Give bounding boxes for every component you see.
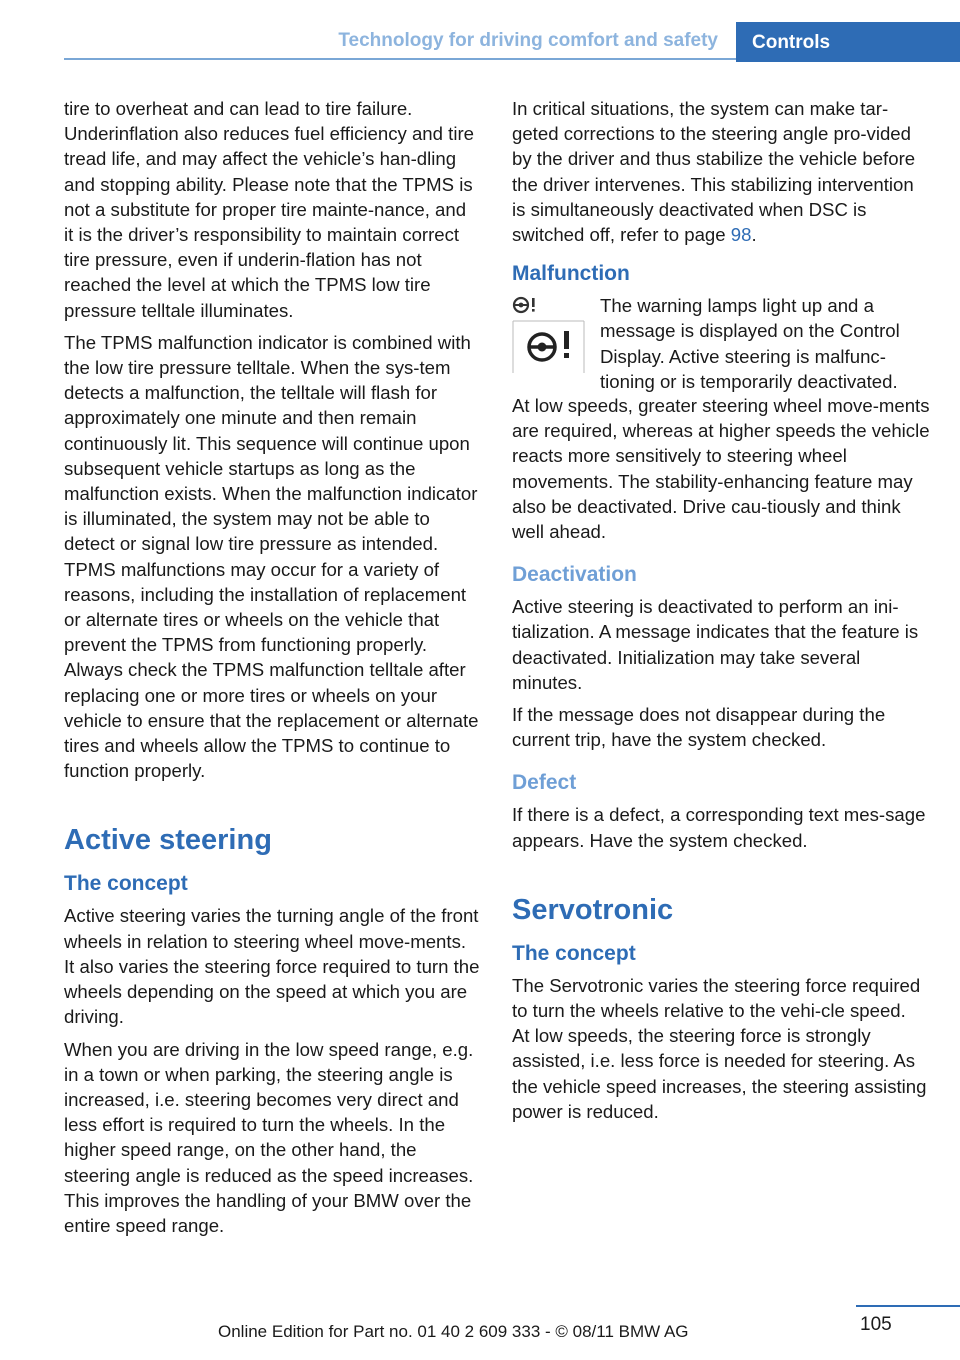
critical-situations-paragraph: In critical situations, the system can make tar-geted corrections to the steering angle pro-vided by the driver and thus stabilize the vehicle before the driver intervenes. This stabilizing intervention is simultaneously deactivated when DSC is switched off, refer to page 98. xyxy=(512,98,916,246)
deactivation-heading: Deactivation xyxy=(512,563,637,587)
tpms-paragraph-2: The TPMS malfunction indicator is combined with the low tire pressure telltale. When the sys-tem detects a malfunction, the telltale will flash for approximately one minute and then remain continuously lit. This sequence will continue upon subsequent vehicle startups as long as the malfunction exists. When the malfunction indicator is illuminated, the system may not be able to detect or signal low tire pressure as intended. TPMS malfunctions may occur for a variety of reasons, including the installation of replacement or alternate tires or wheels on the vehicle that prevent the TPMS from functioning properly. Always check the TPMS malfunction telltale after replacing one or more tires or wheels on your vehicle to ensure that the replacement or alternate tires and wheels allow the TPMS to continue to function properly. xyxy=(64,331,479,782)
deactivation-paragraph-1: Active steering is deactivated to perform an ini-tialization. A message indicates that the feature is deactivated. Initialization may take several minutes. xyxy=(512,596,919,693)
active-steering-heading: Active steering xyxy=(64,824,272,857)
servotronic-heading: Servotronic xyxy=(512,893,674,926)
servotronic-paragraph-1: The Servotronic varies the steering force required to turn the wheels relative to the vehi-cle speed. xyxy=(512,974,921,1022)
deactivation-paragraph-2: If the message does not disappear during the current trip, have the system checked. xyxy=(512,704,886,751)
malfunction-block xyxy=(512,293,930,394)
servotronic-paragraph-2: At low speeds, the steering force is strongly assisted, i.e. less force is needed for steering. As the vehicle speed increases, the steering assisting power is reduced. xyxy=(512,1025,927,1122)
left-column xyxy=(64,96,480,1245)
steering-warning-icon xyxy=(512,293,590,373)
header-rule xyxy=(64,58,736,60)
critical-situations-text: In critical situations, the system can make tar-geted corrections to the steering angle pro-vided by the driver and thus stabilize the vehicle before the driver intervenes. This stabilizing intervention is simultaneously deactivated when DSC is switched off, refer to page xyxy=(512,98,916,246)
malfunction-heading: Malfunction xyxy=(512,262,630,286)
concept-heading: The concept xyxy=(64,872,188,896)
defect-paragraph: If there is a defect, a corresponding text mes-sage appears. Have the system checked. xyxy=(512,804,926,851)
tpms-paragraph-1: tire to overheat and can lead to tire failure. Underinflation also reduces fuel efficiency and tire tread life, and may affect the vehicle’s han-dling and stopping ability. Please note that the TPMS is not a substitute for proper tire mainte-nance, and it is the driver’s responsibility to maintain correct tire pressure, even if underin-flation has not reached the level at which the TPMS low tire pressure telltale illuminates. xyxy=(64,98,474,321)
header-tab-controls[interactable]: Controls xyxy=(736,22,960,62)
concept-paragraph-1: Active steering varies the turning angle of the front wheels in relation to steering wheel move-ments. It also varies the steering force required to turn the wheels depending on the speed at which you are driving. xyxy=(64,905,480,1028)
malfunction-paragraph: At low speeds, greater steering wheel move-ments are required, whereas at higher speeds the vehicle reacts more sensitively to steering wheel movements. The stability-enhancing feature may also be deactivated. Drive cau-tiously and think well ahead. xyxy=(512,395,930,543)
footer-rule xyxy=(856,1305,960,1307)
malfunction-lead-text: The warning lamps light up and a message is displayed on the Control Display. Active steering is malfunc-tioning or is temporarily deactivated. xyxy=(600,295,900,392)
right-column xyxy=(512,96,930,1131)
page-98-link[interactable]: 98 xyxy=(730,224,752,246)
servotronic-concept-heading: The concept xyxy=(512,941,636,965)
header-section-title: Technology for driving comfort and safety xyxy=(338,30,718,51)
defect-heading: Defect xyxy=(512,771,577,795)
page-number: 105 xyxy=(860,1314,892,1335)
concept-paragraph-2: When you are driving in the low speed range, e.g. in a town or when parking, the steering angle is increased, i.e. steering becomes very direct and less effort is required to turn the wheels. In the higher speed range, on the other hand, the steering angle is reduced as the speed increases. This improves the handling of your BMW over the entire speed range. xyxy=(64,1038,474,1236)
edition-footer: Online Edition for Part no. 01 40 2 609 333 - © 08/11 BMW AG xyxy=(218,1322,689,1341)
